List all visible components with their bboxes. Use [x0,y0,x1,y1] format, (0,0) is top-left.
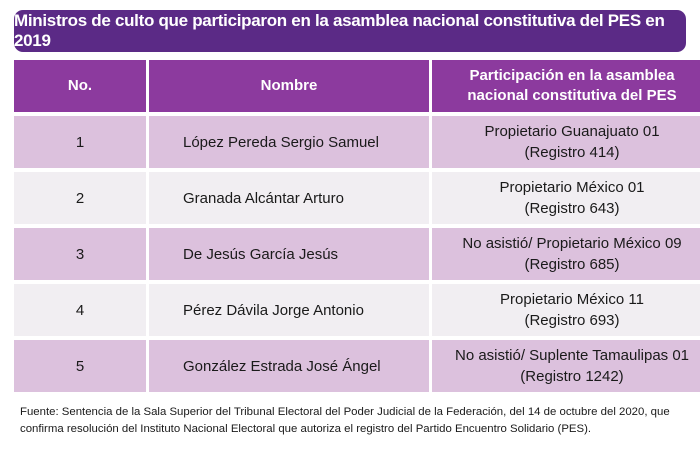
header-name: Nombre [149,60,432,112]
row-participation-line2: (Registro 693) [524,312,620,329]
row-number: 3 [14,228,149,280]
row-participation-line2: (Registro 643) [524,200,620,217]
row-participation-line1: Propietario México 11 [500,291,644,308]
source-note [20,404,690,438]
row-number: 1 [14,116,149,168]
table-row [14,340,700,392]
table-row [14,284,700,336]
row-name: Granada Alcántar Arturo [149,172,432,224]
row-participation [432,116,700,168]
row-number: 5 [14,340,149,392]
row-participation-line1: Propietario México 01 [499,179,645,196]
table-row [14,172,700,224]
row-participation-line2: (Registro 1242) [520,368,624,385]
header-participation-line1: Participación en la asamblea [469,67,675,84]
header-participation [432,60,700,112]
source-note-line1: Fuente: Sentencia de la Sala Superior del Tribunal Electoral del Poder Judicial de la Federación, del 14 de octubre del 2020, que [20,406,670,418]
table-row [14,228,700,280]
row-participation-line1: No asistió/ Suplente Tamaulipas 01 [454,347,690,364]
row-name: Pérez Dávila Jorge Antonio [149,284,432,336]
table-title: Ministros de culto que participaron en la asamblea nacional constitutiva del PES en 2019 [14,10,686,52]
source-note-line2: confirma resolución del Instituto Nacional Electoral que autoriza el registro del Partido Encuentro Solidario (PES). [20,423,592,435]
row-name: López Pereda Sergio Samuel [149,116,432,168]
row-name: De Jesús García Jesús [149,228,432,280]
row-participation-line2: (Registro 414) [524,144,620,161]
row-participation-line1: Propietario Guanajuato 01 [484,123,660,140]
header-number: No. [14,60,149,112]
header-participation-line2: nacional constitutiva del PES [467,87,677,104]
row-participation [432,284,700,336]
row-participation-line1: No asistió/ Propietario México 09 [462,235,682,252]
row-participation [432,228,700,280]
row-number: 4 [14,284,149,336]
row-number: 2 [14,172,149,224]
ministers-table [14,56,700,396]
table-row [14,116,700,168]
table-header-row [14,60,700,112]
row-participation [432,340,700,392]
row-name: González Estrada José Ángel [149,340,432,392]
row-participation-line2: (Registro 685) [524,256,620,273]
row-participation [432,172,700,224]
